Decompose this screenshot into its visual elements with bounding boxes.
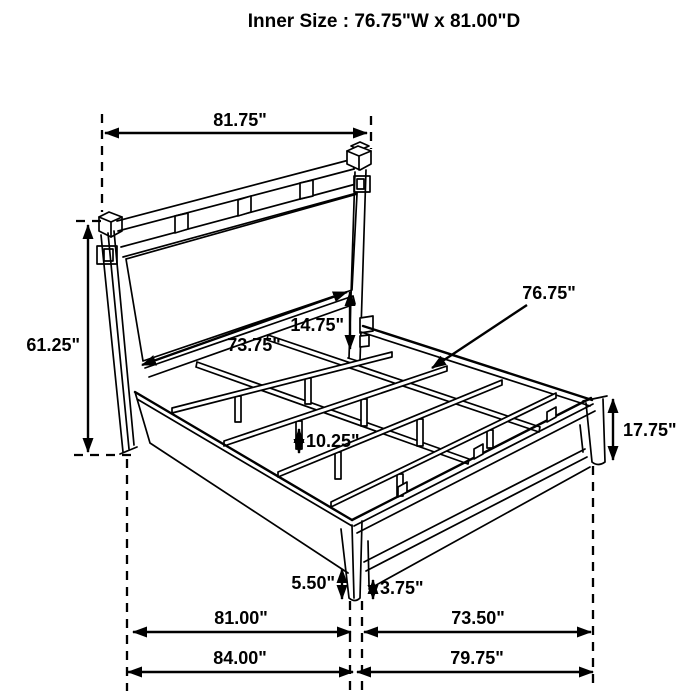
dim-headboard-width-label: 81.75" [213,110,267,130]
dim-headboard-width [105,110,367,133]
dim-foot-inner-width-label: 73.50" [451,608,505,628]
dim-slat-length-label: 76.75" [522,283,576,303]
dim-side-rail-clearance [291,569,342,599]
page-title: Inner Size : 76.75"W x 81.00"D [247,11,521,32]
dim-support-leg-height [299,429,360,453]
dim-headboard-height-label: 61.25" [26,335,80,355]
dim-inner-depth-label: 81.00" [214,608,268,628]
slats-drawing [172,352,556,507]
dim-overall-depth [128,648,353,672]
dim-headboard-height [26,225,88,452]
dim-overall-depth-label: 84.00" [213,648,267,668]
dim-footboard-clearance [373,578,424,599]
dim-footboard-height [613,399,677,460]
dim-inner-depth [133,608,351,632]
dim-side-rail-clearance-label: 5.50" [291,573,335,593]
dim-rail-to-panel-height-label: 14.75" [290,315,344,335]
dim-panel-width-label: 73.75" [227,335,281,355]
bed-frame-drawing [97,142,607,601]
dim-overall-width [357,648,593,672]
dim-foot-inner-width [364,608,591,632]
dim-footboard-height-label: 17.75" [623,420,677,440]
dim-overall-width-label: 79.75" [450,648,504,668]
left-side-rail-drawing [135,392,352,573]
footboard-drawing [341,396,607,601]
dim-support-leg-height-label: 10.25" [306,431,360,451]
dim-footboard-clearance-label: 3.75" [380,578,424,598]
